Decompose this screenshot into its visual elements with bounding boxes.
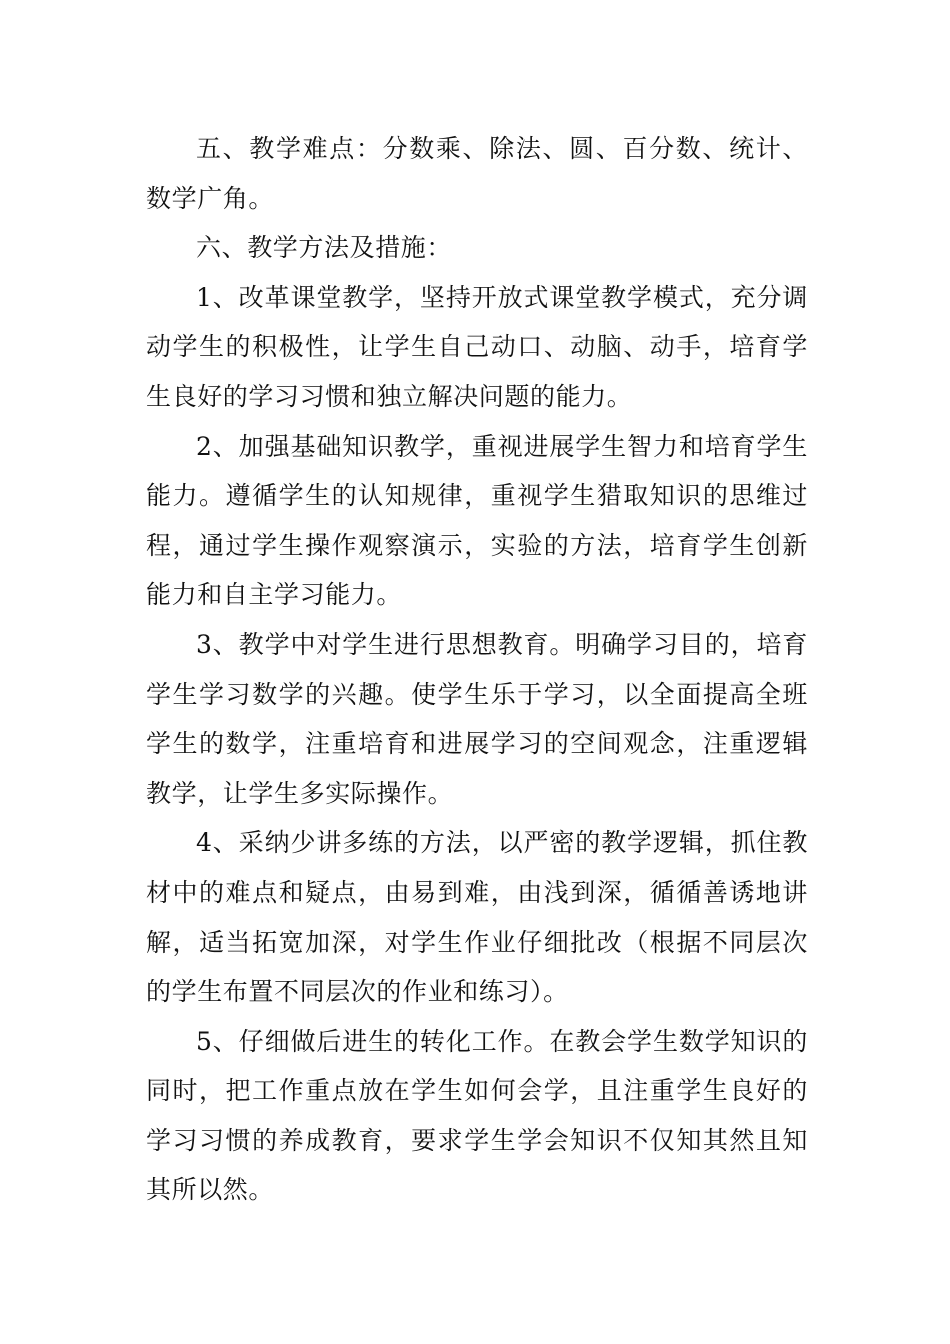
paragraph-method-5: 5、仔细做后进生的转化工作。在教会学生数学知识的同时，把工作重点放在学生如何会学，且注重学生良好的学习习惯的养成教育，要求学生学会知识不仅知其然且知其所以然。 bbox=[146, 1026, 808, 1205]
paragraph-difficulties: 五、教学难点：分数乘、除法、圆、百分数、统计、数学广角。 bbox=[146, 134, 808, 213]
paragraph-method-2: 2、加强基础知识教学，重视进展学生智力和培育学生能力。遵循学生的认知规律，重视学生猎取知识的思维过程，通过学生操作观察演示，实验的方法，培育学生创新能力和自主学习能力。 bbox=[146, 431, 808, 610]
paragraph-methods-heading: 六、教学方法及措施： bbox=[196, 233, 453, 263]
document-body bbox=[146, 124, 808, 1215]
paragraph-method-1: 1、改革课堂教学，坚持开放式课堂教学模式，充分调动学生的积极性，让学生自己动口、动脑、动手，培育学生良好的学习习惯和独立解决问题的能力。 bbox=[146, 282, 808, 411]
paragraph-method-4: 4、采纳少讲多练的方法，以严密的教学逻辑，抓住教材中的难点和疑点，由易到难，由浅到深，循循善诱地讲解，适当拓宽加深，对学生作业仔细批改（根据不同层次的学生布置不同层次的作业和练习）。 bbox=[146, 828, 808, 1007]
paragraph-method-3: 3、教学中对学生进行思想教育。明确学习目的，培育学生学习数学的兴趣。使学生乐于学习，以全面提高全班学生的数学，注重培育和进展学习的空间观念，注重逻辑教学，让学生多实际操作。 bbox=[146, 629, 808, 808]
